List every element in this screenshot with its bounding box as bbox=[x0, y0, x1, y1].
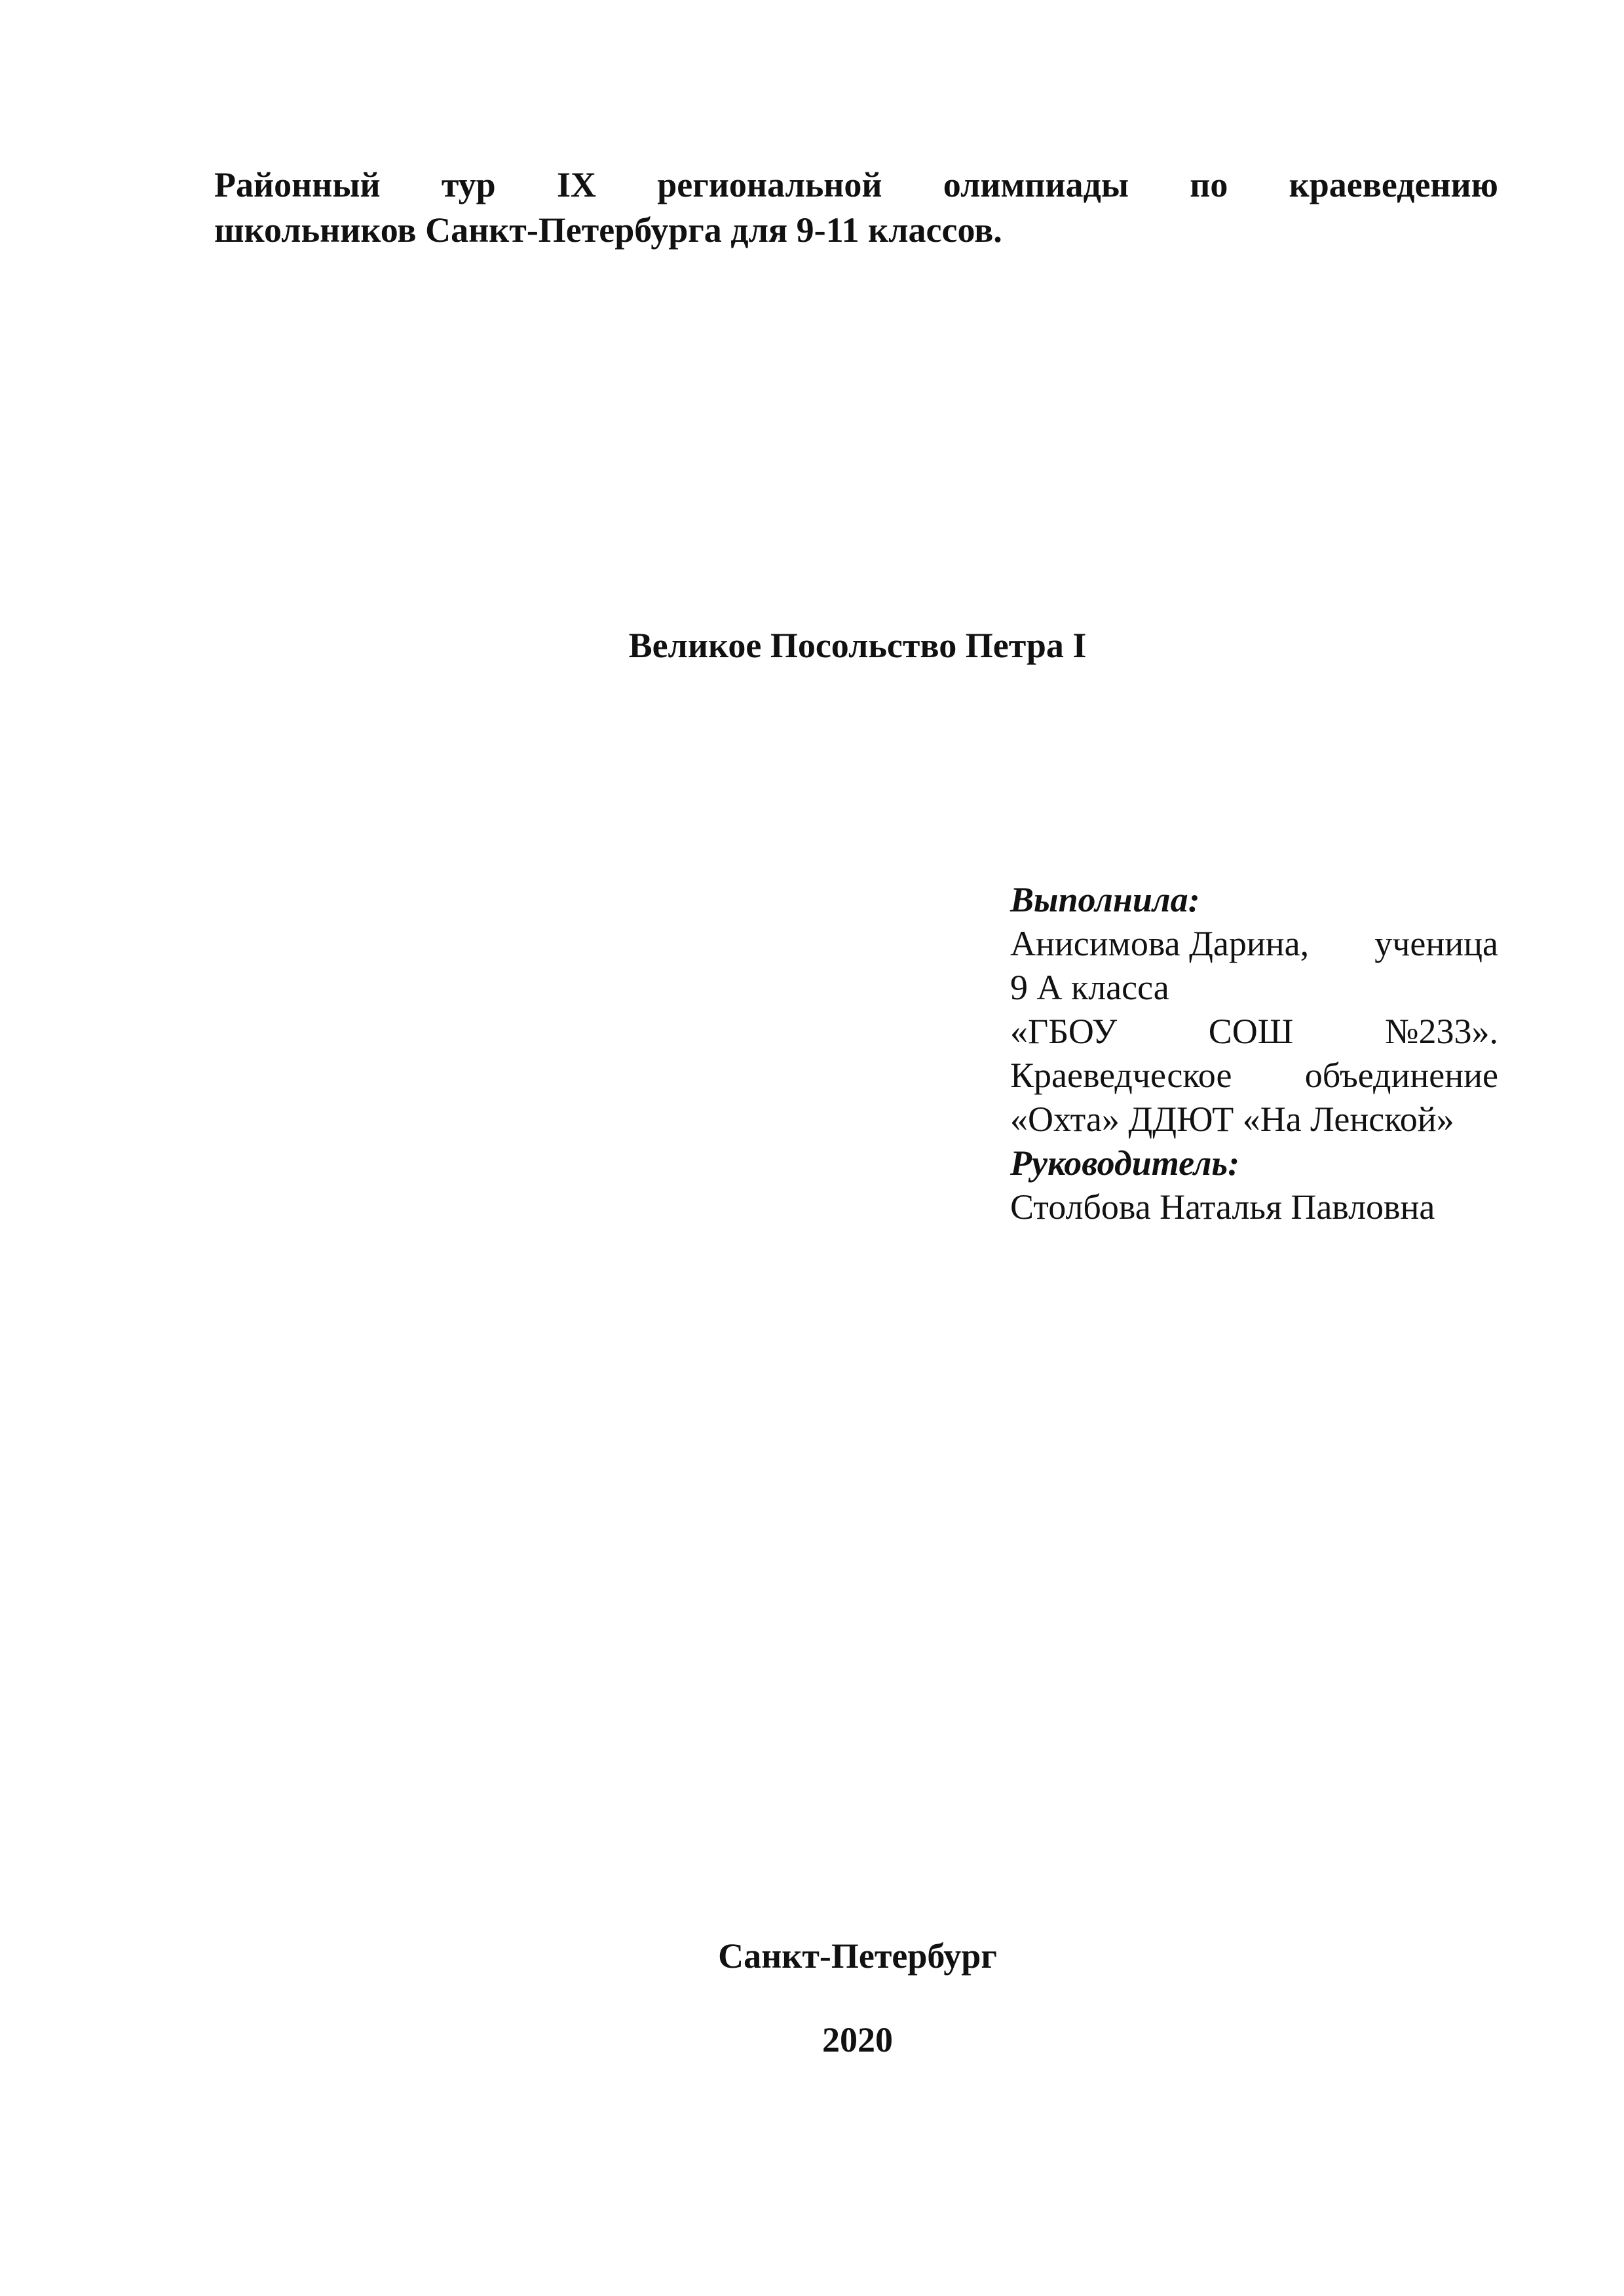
school-part: СОШ bbox=[1208, 1012, 1294, 1051]
header-word: краеведению bbox=[1289, 165, 1498, 204]
header-word: IX bbox=[556, 165, 596, 204]
association-line-2: «Охта» ДДЮТ «На Ленской» bbox=[1010, 1100, 1454, 1139]
year: 2020 bbox=[822, 2020, 893, 2059]
work-title: Великое Посольство Петра I bbox=[628, 626, 1087, 665]
school-part: «ГБОУ bbox=[1010, 1012, 1118, 1051]
header-word: олимпиады bbox=[943, 165, 1129, 204]
header-word: региональной bbox=[657, 165, 882, 204]
association-word: объединение bbox=[1304, 1056, 1498, 1095]
performer-role: ученица bbox=[1374, 924, 1498, 963]
supervisor-label: Руководитель: bbox=[1010, 1143, 1240, 1183]
olympiad-header bbox=[214, 163, 1498, 253]
header-word: по bbox=[1190, 165, 1228, 204]
header-word: Районный bbox=[214, 165, 381, 204]
performer-line-1 bbox=[1010, 922, 1498, 966]
school-part: №233». bbox=[1384, 1012, 1498, 1051]
performer-name: Анисимова Дарина, bbox=[1010, 924, 1310, 963]
header-line-2: школьников Санкт-Петербурга для 9-11 классов. bbox=[214, 210, 1002, 250]
supervisor-name: Столбова Наталья Павловна bbox=[1010, 1187, 1435, 1227]
city: Санкт-Петербург bbox=[718, 1936, 997, 1976]
association-word: Краеведческое bbox=[1010, 1056, 1232, 1095]
performer-label: Выполнила: bbox=[1010, 880, 1200, 919]
association-line-1 bbox=[1010, 1054, 1498, 1098]
school-line bbox=[1010, 1010, 1498, 1054]
performer-class: 9 А класса bbox=[1010, 968, 1169, 1007]
header-word: тур bbox=[441, 165, 496, 204]
header-line-1 bbox=[214, 163, 1498, 208]
author-block bbox=[1010, 878, 1498, 1229]
